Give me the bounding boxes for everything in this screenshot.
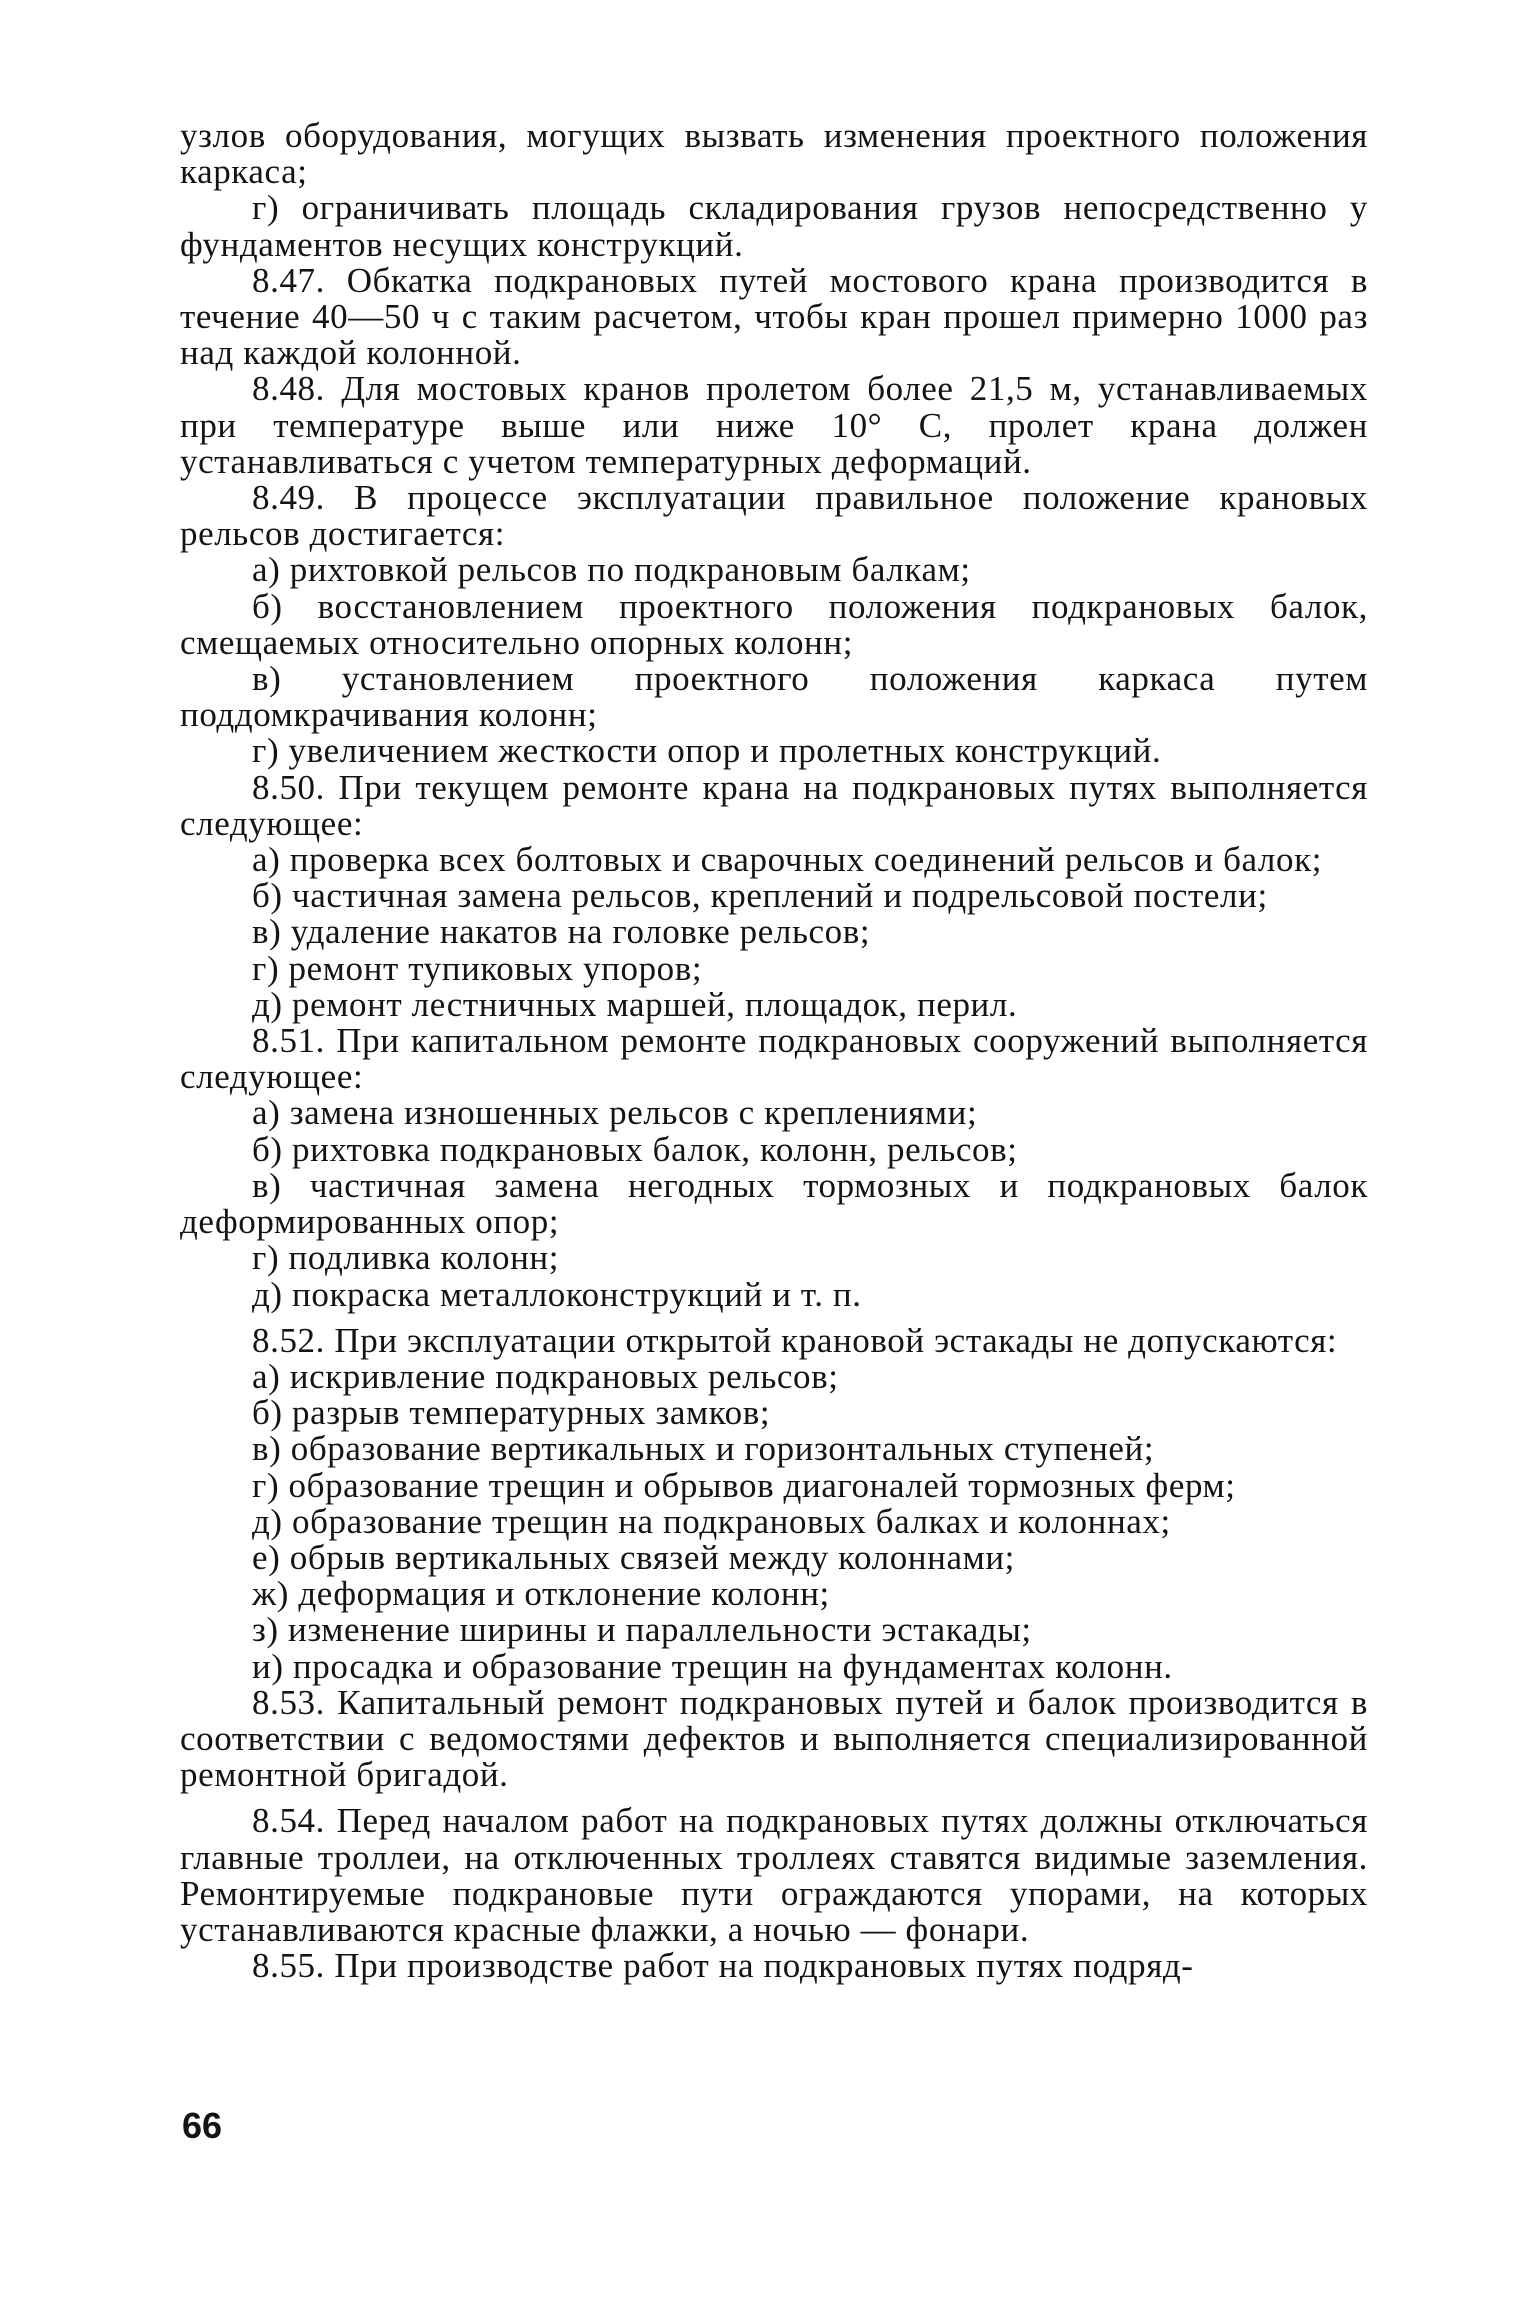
clause-8-53: 8.53. Капитальный ремонт подкрановых путей и балок производится в соответствии с ведомостями дефектов и выполняется специализированной ремонтной бригадой. — [180, 1682, 1368, 1795]
list-item: а) рихтовкой рельсов по подкрановым балкам; — [252, 550, 971, 590]
list-item: г) ограничивать площадь складирования грузов непосредственно у фундаментов несущих конструкций. — [180, 188, 1368, 264]
document-page — [180, 118, 1368, 1984]
clause-8-55: 8.55. При производстве работ на подкрановых путях подряд- — [252, 1946, 1194, 1986]
list-item: г) увеличением жесткости опор и пролетных конструкций. — [252, 731, 1162, 771]
list-item: в) установлением проектного положения каркаса путем поддомкрачивания колонн; — [180, 659, 1368, 735]
list-item: в) частичная замена негодных тормозных и подкрановых балок деформированных опор; — [180, 1165, 1368, 1242]
list-item: б) восстановлением проектного положения подкрановых балок, смещаемых относительно опорных колонн; — [180, 586, 1368, 662]
page-number: 66 — [182, 2105, 223, 2146]
paragraph-continuation: узлов оборудования, могущих вызвать изменения проектного положения каркаса; — [180, 116, 1368, 192]
clause-8-47: 8.47. Обкатка подкрановых путей мостового крана производится в течение 40—50 ч с таким расчетом, чтобы кран прошел примерно 1000 раз над каждой колонной. — [180, 260, 1368, 373]
list-item: в) образование вертикальных и горизонтальных ступеней; — [252, 1429, 1155, 1469]
list-item: а) замена изношенных рельсов с креплениями; — [252, 1093, 978, 1133]
list-item: а) проверка всех болтовых и сварочных соединений рельсов и балок; — [252, 840, 1323, 880]
clause-8-51: 8.51. При капитальном ремонте подкрановых сооружений выполняется следующее: — [180, 1021, 1368, 1097]
clause-8-49: 8.49. В процессе эксплуатации правильное положение крановых рельсов достигается: — [180, 478, 1368, 554]
list-item: д) ремонт лестничных маршей, площадок, перил. — [252, 984, 1018, 1024]
clause-8-48: 8.48. Для мостовых кранов пролетом более 21,5 м, устанавливаемых при температуре выше или ниже 10° С, пролет крана должен устанавливаться с учетом температурных деформаций. — [180, 369, 1368, 481]
list-item: г) ремонт тупиковых упоров; — [252, 948, 703, 988]
list-item: з) изменение ширины и параллельности эстакады; — [252, 1610, 1032, 1650]
list-item: б) частичная замена рельсов, креплений и подрельсовой постели; — [252, 876, 1268, 916]
list-item: б) рихтовка подкрановых балок, колонн, рельсов; — [252, 1129, 1018, 1169]
list-item: б) разрыв температурных замков; — [252, 1393, 771, 1433]
list-item: д) образование трещин на подкрановых балках и колоннах; — [252, 1501, 1171, 1541]
list-item: ж) деформация и отклонение колонн; — [252, 1574, 830, 1614]
clause-8-54: 8.54. Перед началом работ на подкрановых путях должны отключаться главные троллеи, на отключенных троллеях ставятся видимые заземления. Ремонтируемые подкрановые пути ограждаются упорами, на которых устанавливаются красные флажки, а ночью — фонари. — [180, 1801, 1368, 1949]
list-item: д) покраска металлоконструкций и т. п. — [252, 1274, 862, 1314]
list-item: а) искривление подкрановых рельсов; — [252, 1356, 839, 1396]
list-item: г) образование трещин и обрывов диагоналей тормозных ферм; — [252, 1465, 1236, 1505]
list-item: и) просадка и образование трещин на фундаментах колонн. — [252, 1646, 1173, 1686]
clause-8-50: 8.50. При текущем ремонте крана на подкрановых путях выполняется следующее: — [180, 767, 1368, 843]
list-item: е) обрыв вертикальных связей между колоннами; — [252, 1537, 1015, 1577]
clause-8-52: 8.52. При эксплуатации открытой крановой эстакады не допускаются: — [252, 1320, 1338, 1360]
list-item: в) удаление накатов на головке рельсов; — [252, 912, 871, 952]
list-item: г) подливка колонн; — [252, 1238, 560, 1278]
